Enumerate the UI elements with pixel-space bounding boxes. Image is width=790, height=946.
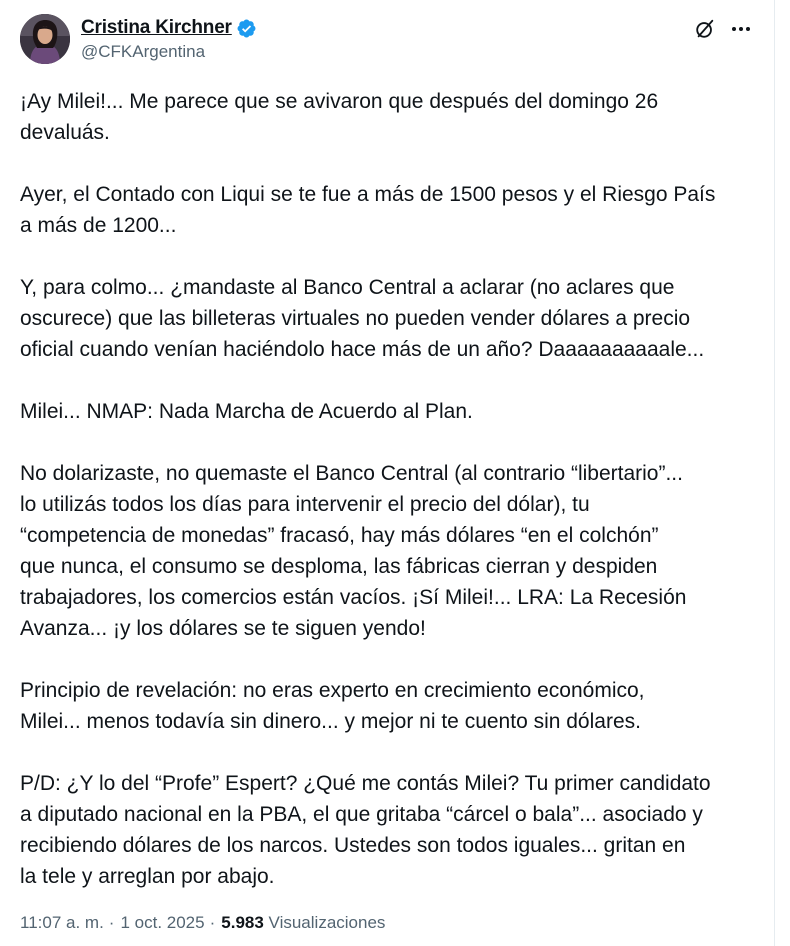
meta-separator: · [108,913,115,932]
author-name-row [81,16,531,40]
author-avatar[interactable] [20,14,70,64]
tweet-paragraph: No dolarizaste, no quemaste el Banco Central (al contrario “libertario”... lo utilizás todos los días para intervenir el precio del dólar), tu “competencia de monedas” fracasó, hay más dólares “en el colchón” que nunca, el consumo se desploma, las fábricas cierran y despiden trabajadores, los comercios están vacíos. ¡Sí Milei!... LRA: La Recesión Avanza... ¡y los dólares se te siguen yendo! [20,462,687,640]
verified-badge-icon[interactable] [236,18,257,39]
views-count[interactable]: 5.983 [221,913,264,932]
avatar-photo [20,14,70,64]
tweet-time[interactable]: 11:07 a. m. [20,913,104,932]
tweet-paragraph: Principio de revelación: no eras experto en crecimiento económico, Milei... menos todavía sin dinero... y mejor ni te cuento sin dólares. [20,679,645,733]
views-label: Visualizaciones [268,913,386,932]
author-handle[interactable]: @CFKArgentina [81,42,206,61]
tweet-paragraph: Ayer, el Contado con Liqui se te fue a más de 1500 pesos y el Riesgo País a más de 1200... [20,183,716,237]
tweet-metadata [20,913,385,933]
tweet-header [20,14,760,68]
tweet-paragraph: P/D: ¿Y lo del “Profe” Espert? ¿Qué me contás Milei? Tu primer candidato a diputado nacional en la PBA, el que gritaba “cárcel o bala”... asociado y recibiendo dólares de los narcos. Ustedes son todos iguales... gritan en la tele y arreglan por abajo. [20,772,711,888]
more-icon[interactable] [728,16,754,42]
tweet-paragraph: Y, para colmo... ¿mandaste al Banco Central a aclarar (no aclares que oscurece) que las billeteras virtuales no pueden vender dólares a precio oficial cuando venían haciéndolo hace más de un año? Daaaaaaaaaale... [20,276,705,361]
author-display-name[interactable]: Cristina Kirchner [81,17,232,38]
meta-separator: · [209,913,216,932]
tweet-paragraph: ¡Ay Milei!... Me parece que se avivaron que después del domingo 26 devaluás. [20,90,659,144]
author-name-block [81,16,531,66]
tweet-text [20,86,765,892]
grok-icon[interactable] [694,18,716,40]
tweet-right-border [774,0,775,946]
tweet-paragraph: Milei... NMAP: Nada Marcha de Acuerdo al Plan. [20,400,473,423]
tweet-date[interactable]: 1 oct. 2025 [120,913,205,932]
